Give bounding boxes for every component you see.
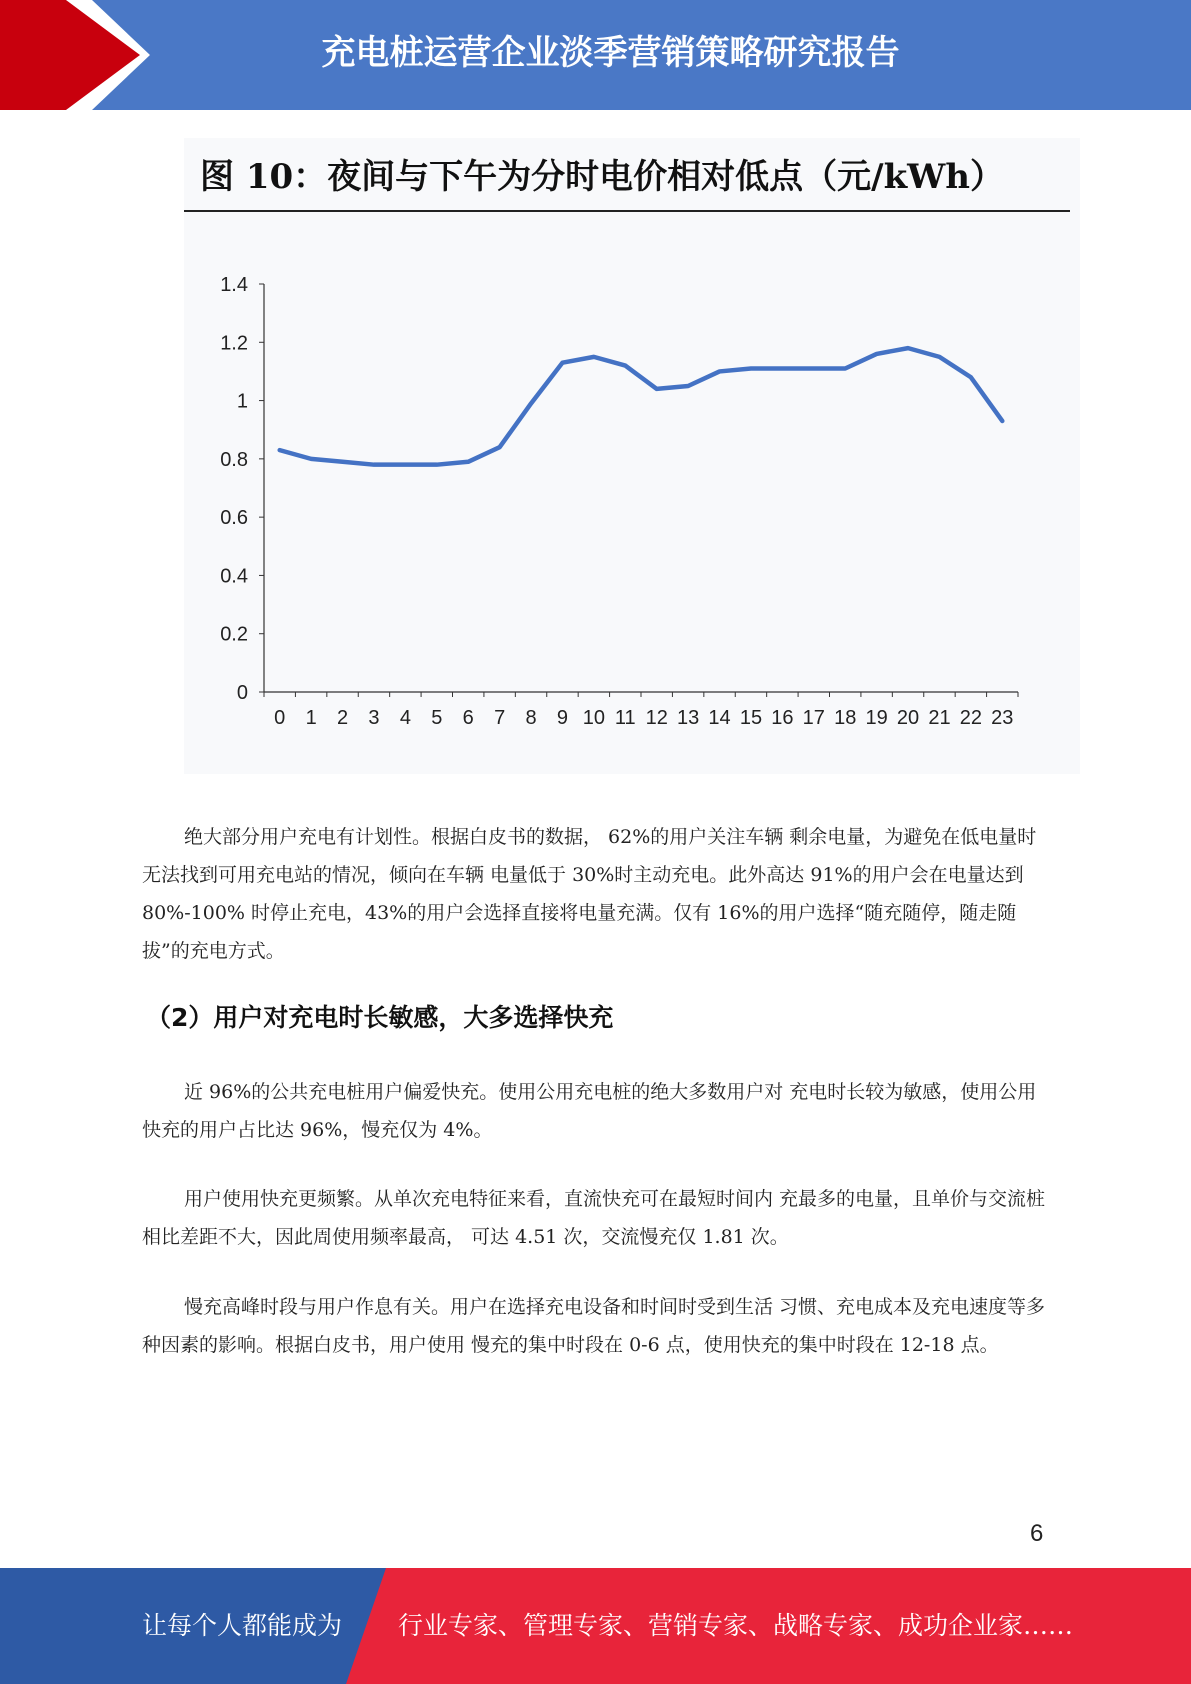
x-tick-label: 8 [525,707,537,729]
tou-price-line-chart [184,138,1080,774]
y-tick-label: 1 [236,390,248,413]
x-tick-label: 17 [802,707,825,729]
x-tick-label: 6 [462,707,474,729]
x-tick-label: 13 [677,707,700,729]
x-tick-label: 11 [614,707,636,729]
paragraph-fast-charge-preference: 近 96%的公共充电桩用户偏爱快充。使用公用充电桩的绝大多数用户对 充电时长较为敏感，使用公用快充的用户占比达 96%，慢充仅为 4%。 [142,1081,1037,1141]
x-tick-label: 1 [305,707,317,729]
x-tick-label: 22 [959,707,982,729]
y-tick-label: 1.4 [220,274,248,296]
x-tick-label: 5 [431,707,443,729]
price-series-line [280,348,1003,465]
x-tick-label: 10 [582,707,605,729]
x-tick-label: 3 [368,707,380,729]
y-tick-label: 0.8 [220,448,248,471]
paragraph-charging-planning: 绝大部分用户充电有计划性。根据白皮书的数据， 62%的用户关注车辆 剩余电量，为避免在低电量时无法找到可用充电站的情况，倾向在车辆 电量低于 30%时主动充电。此外高达 91%的用户会在电量达到 80%-100% 时停止充电，43%的用户会选择直接将电量充满。仅有 16%的用户选择“随充随停，随走随拔”的充电方式。 [142,826,1037,962]
y-tick-label: 0.2 [220,623,248,646]
paragraph-slow-charge-peak: 慢充高峰时段与用户作息有关。用户在选择充电设备和时间时受到生活 习惯、充电成本及充电速度等多种因素的影响。根据白皮书，用户使用 慢充的集中时段在 0-6 点，使用快充的集中时段在 12-18 点。 [142,1296,1046,1356]
x-tick-label: 16 [771,707,794,729]
x-tick-label: 21 [928,707,951,729]
page-footer [0,1568,1191,1684]
footer-slogan-left: 让每个人都能成为 [142,1611,343,1640]
report-title: 充电桩运营企业淡季营销策略研究报告 [321,33,900,73]
x-tick-label: 18 [834,707,857,729]
x-tick-label: 14 [708,707,731,729]
footer-slogan-right: 行业专家、管理专家、营销专家、战略专家、成功企业家…… [398,1611,1074,1640]
y-tick-label: 0 [236,682,248,704]
x-tick-label: 0 [274,707,286,729]
x-tick-label: 20 [896,707,920,729]
paragraph-fast-charge-frequency: 用户使用快充更频繁。从单次充电特征来看，直流快充可在最短时间内 充最多的电量，且单价与交流桩相比差距不大，因此周使用频率最高， 可达 4.51 次，交流慢充仅 1.81 次。 [142,1188,1046,1248]
page-number: 6 [1030,1520,1044,1547]
page-header [0,0,1191,110]
x-tick-label: 7 [494,707,506,729]
y-tick-label: 0.4 [220,565,248,588]
x-tick-label: 9 [556,707,569,729]
x-tick-label: 19 [865,707,888,729]
y-tick-label: 1.2 [220,332,248,355]
section-subheading: （2）用户对充电时长敏感，大多选择快充 [146,1003,614,1032]
y-tick-label: 0.6 [220,507,248,530]
x-tick-label: 12 [645,707,668,729]
figure-title: 图 10：夜间与下午为分时电价相对低点（元/kWh） [200,157,1005,197]
x-tick-label: 15 [739,707,763,729]
figure-10 [184,138,1080,774]
x-tick-label: 23 [991,707,1014,729]
x-tick-label: 4 [399,707,411,729]
x-tick-label: 2 [336,707,349,729]
